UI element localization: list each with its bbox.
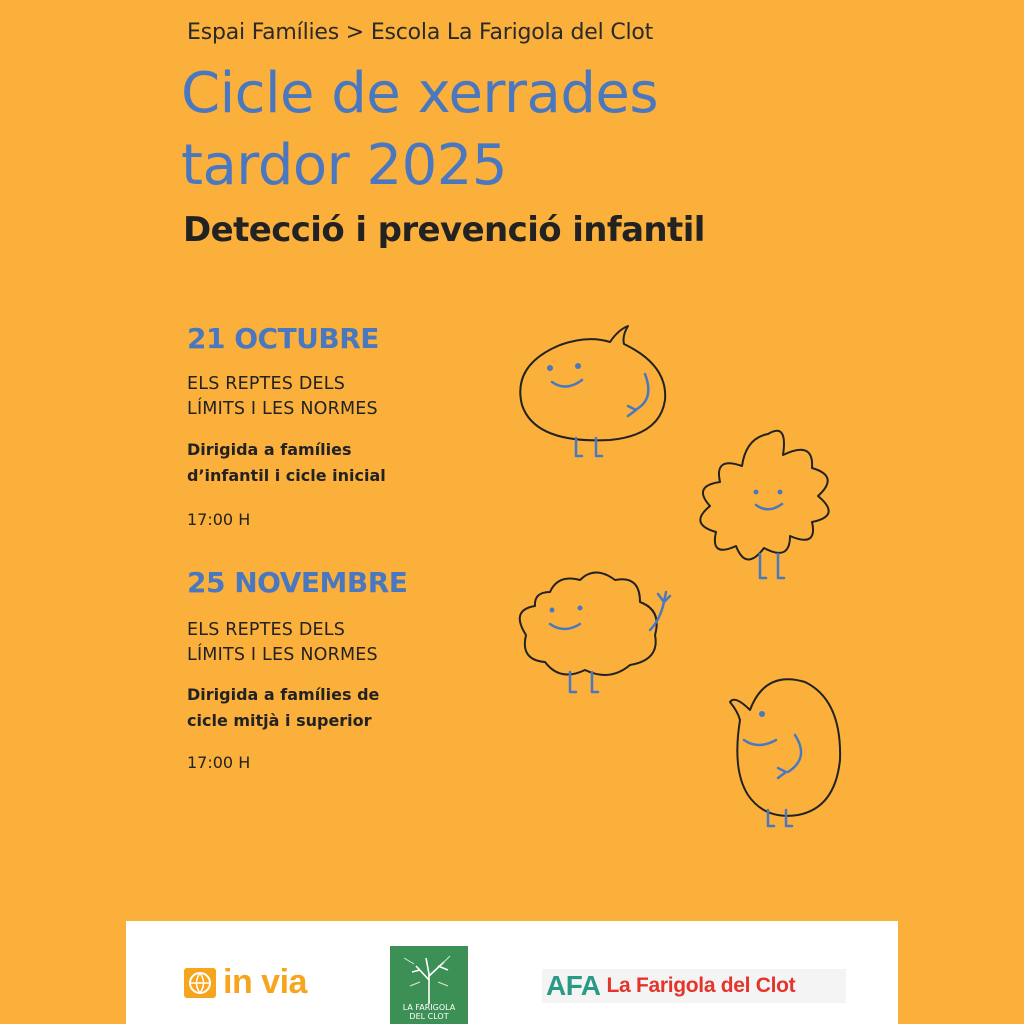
farigola-badge-line: LA FARIGOLA — [402, 1003, 456, 1012]
afa-logo-prefix: AFA — [546, 970, 601, 1001]
breadcrumb: Espai Famílies > Escola La Farigola del Clot — [187, 20, 654, 45]
footer-logo-bar — [126, 921, 898, 1024]
event-topic-line: LÍMITS I LES NORMES — [187, 645, 378, 665]
farigola-badge-line: DEL CLOT — [409, 1012, 449, 1021]
event-audience-line: cicle mitjà i superior — [187, 711, 372, 730]
flower-character-icon — [700, 431, 828, 578]
tree-icon — [390, 946, 468, 1006]
event-topic-line: ELS REPTES DELS — [187, 374, 346, 394]
event-topic — [187, 618, 378, 668]
invia-logo — [183, 963, 307, 1002]
bird-character-icon — [730, 679, 840, 826]
event-audience — [187, 682, 379, 734]
event-date: 21 OCTUBRE — [187, 322, 379, 355]
globe-icon — [183, 967, 217, 999]
page-subtitle: Detecció i prevenció infantil — [183, 210, 705, 250]
afa-logo-name: La Farigola del Clot — [606, 974, 796, 997]
event-date: 25 NOVEMBRE — [187, 566, 408, 599]
speech-bubble-character-icon — [520, 326, 665, 456]
event-audience-line: Dirigida a famílies de — [187, 685, 380, 704]
event-topic-line: ELS REPTES DELS — [187, 620, 346, 640]
farigola-school-logo — [390, 946, 468, 1024]
cloud-character-icon — [520, 573, 670, 693]
page-title-line2: tardor 2025 — [181, 133, 507, 198]
event-time: 17:00 H — [187, 510, 251, 529]
invia-logo-text: in via — [223, 963, 307, 1001]
event-audience-line: Dirigida a famílies — [187, 440, 352, 459]
event-audience — [187, 437, 386, 489]
page-title-line1: Cicle de xerrades — [181, 61, 658, 126]
doodle-illustrations — [500, 310, 860, 850]
event-time: 17:00 H — [187, 753, 251, 772]
farigola-badge-text — [390, 1003, 468, 1021]
afa-logo — [542, 969, 846, 1003]
event-topic-line: LÍMITS I LES NORMES — [187, 399, 378, 419]
event-topic — [187, 372, 378, 422]
event-audience-line: d’infantil i cicle inicial — [187, 466, 386, 485]
